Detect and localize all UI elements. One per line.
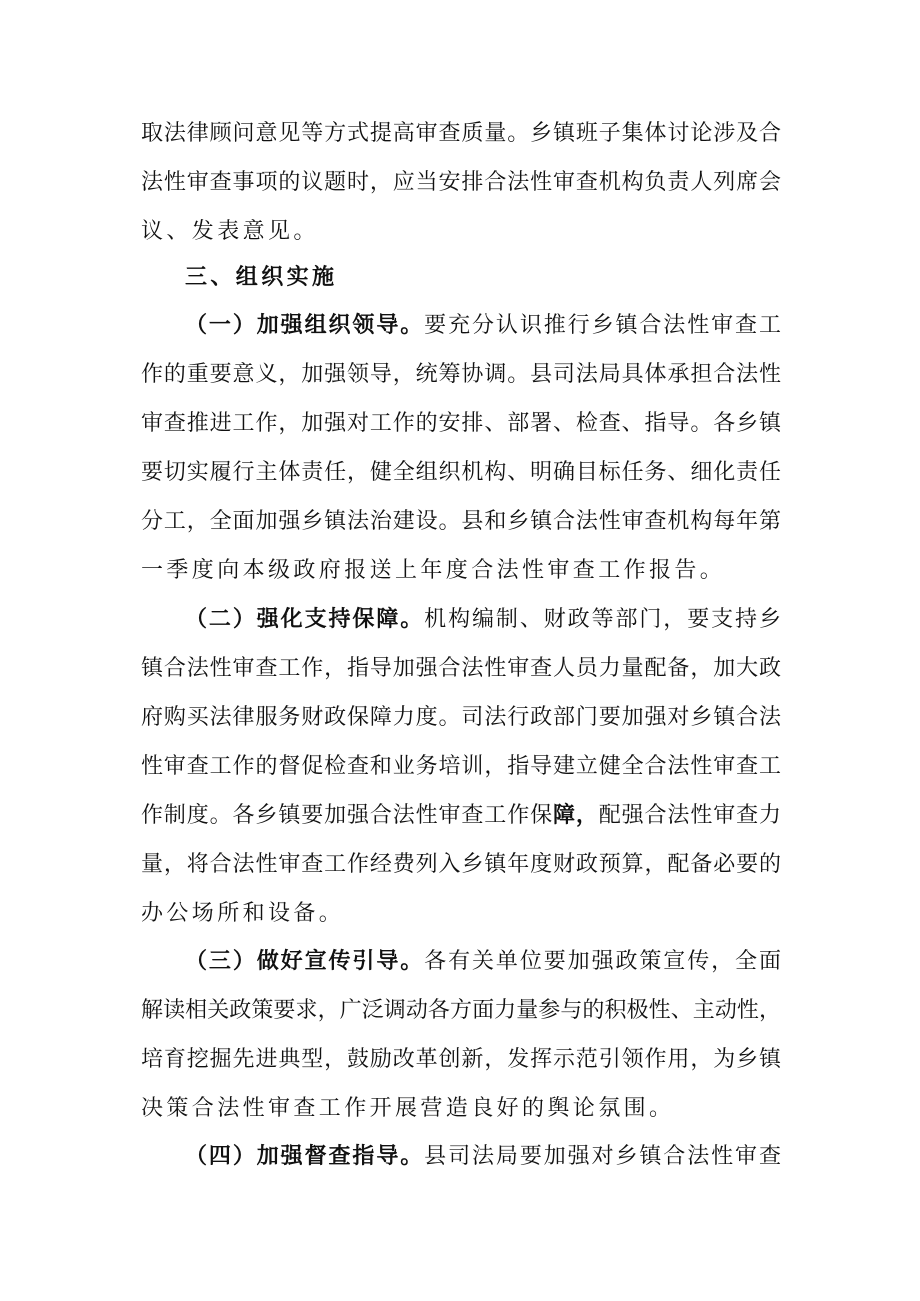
paragraph-5-line-1-text: 县司法局要加强对乡镇合法性审查 <box>424 1144 781 1169</box>
paragraph-3-line-1 <box>185 600 781 640</box>
paragraph-2-line-1-text: 要充分认识推行乡镇合法性审查工 <box>424 313 781 338</box>
paragraph-2-line-1 <box>185 306 781 346</box>
paragraph-2-line-4: 要切实履行主体责任，健全组织机构、明确目标任务、细化责任 <box>141 460 781 485</box>
paragraph-1-line-1: 取法律顾问意见等方式提高审查质量。乡镇班子集体讨论涉及合 <box>141 121 781 146</box>
paragraph-1-line-3: 议、发表意见。 <box>141 219 319 244</box>
paragraph-5-line-1 <box>185 1137 781 1177</box>
paragraph-3-line-1-text: 机构编制、财政等部门，要支持乡 <box>424 607 781 632</box>
paragraph-4-line-1-text: 各有关单位要加强政策宣传，全面 <box>424 949 781 974</box>
paragraph-3-line-5-text-a: 作制度。各乡镇要加强合法性审查工作保 <box>141 803 553 828</box>
paragraph-2-line-6: 一季度向本级政府报送上年度合法性审查工作报告。 <box>141 558 726 583</box>
paragraph-3-line-2: 镇合法性审查工作，指导加强合法性审查人员力量配备，加大政 <box>141 656 781 681</box>
paragraph-5-heading: （四）加强督查指导。 <box>185 1144 425 1169</box>
paragraph-4-line-1 <box>185 942 781 982</box>
paragraph-4-line-2: 解读相关政策要求，广泛调动各方面力量参与的积极性、主动性， <box>141 998 781 1023</box>
paragraph-2-line-2: 作的重要意义，加强领导，统筹协调。县司法局具体承担合法性 <box>141 362 781 387</box>
paragraph-2-heading: （一）加强组织领导。 <box>185 313 425 338</box>
paragraph-1-line-2: 法性审查事项的议题时，应当安排合法性审查机构负责人列席会 <box>141 170 781 195</box>
paragraph-3-line-5-bold: 障， <box>552 803 599 828</box>
paragraph-4-heading: （三）做好宣传引导。 <box>185 949 425 974</box>
paragraph-3-line-3: 府购买法律服务财政保障力度。司法行政部门要加强对乡镇合法 <box>141 705 781 730</box>
paragraph-2-line-3: 审查推进工作，加强对工作的安排、部署、检查、指导。各乡镇 <box>141 411 781 436</box>
paragraph-2-line-5: 分工，全面加强乡镇法治建设。县和乡镇合法性审查机构每年第 <box>141 509 781 534</box>
section-heading: 三、组织实施 <box>185 265 338 290</box>
paragraph-3-line-5 <box>141 796 781 836</box>
paragraph-3-line-6: 量，将合法性审查工作经费列入乡镇年度财政预算，配备必要的 <box>141 852 781 877</box>
paragraph-3-heading: （二）强化支持保障。 <box>185 607 425 632</box>
paragraph-3-line-4: 性审查工作的督促检查和业务培训，指导建立健全合法性审查工 <box>141 754 781 779</box>
paragraph-4-line-4: 决策合法性审查工作开展营造良好的舆论氛围。 <box>141 1096 675 1121</box>
paragraph-3-line-5-text-c: 配强合法性审查力 <box>598 803 781 828</box>
paragraph-4-line-3: 培育挖掘先进典型，鼓励改革创新，发挥示范引领作用，为乡镇 <box>141 1047 781 1072</box>
paragraph-3-line-7: 办公场所和设备。 <box>141 901 345 926</box>
